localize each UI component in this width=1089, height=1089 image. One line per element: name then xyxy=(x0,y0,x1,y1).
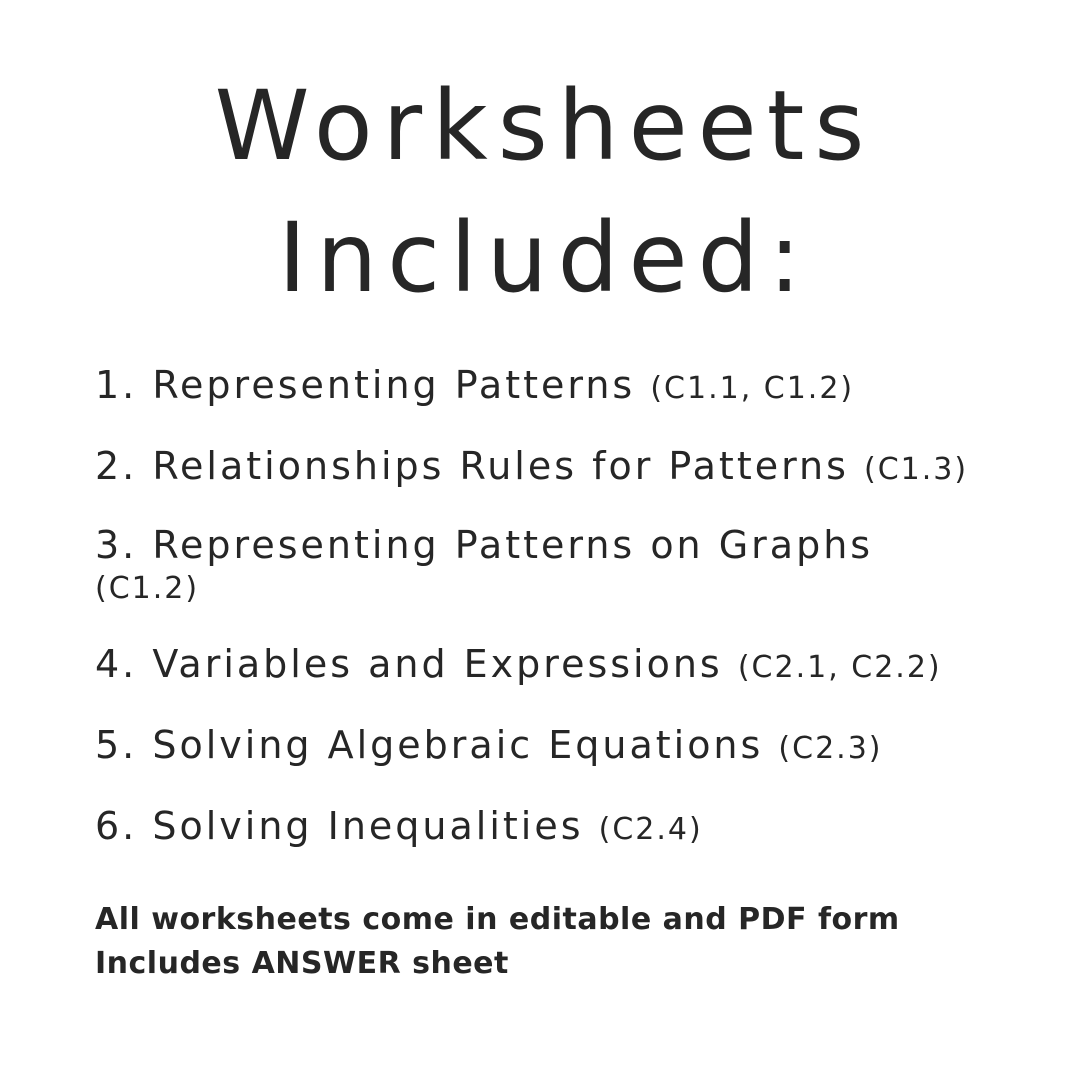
list-item xyxy=(95,723,1055,771)
list-item xyxy=(95,804,1055,852)
item-code: (C2.4) xyxy=(598,812,703,847)
item-number: 3. xyxy=(95,523,138,567)
page-title-line-2: Included: xyxy=(278,202,811,314)
item-number: 5. xyxy=(95,723,138,767)
item-code: (C2.3) xyxy=(778,731,883,766)
item-code: (C2.1, C2.2) xyxy=(737,650,942,685)
worksheet-list xyxy=(95,363,1055,885)
item-name: Solving Algebraic Equations xyxy=(152,723,764,767)
item-number: 4. xyxy=(95,642,138,686)
footer-note xyxy=(95,898,1055,986)
list-item xyxy=(95,525,1055,609)
item-code: (C1.1, C1.2) xyxy=(650,371,855,406)
answer-sheet-note: Includes ANSWER sheet xyxy=(95,946,509,981)
item-code: (C1.2) xyxy=(95,571,200,606)
format-note: All worksheets come in editable and PDF form xyxy=(95,902,900,937)
page-title-line-1: Worksheets xyxy=(214,70,875,182)
item-name: Representing Patterns on Graphs xyxy=(152,523,874,567)
list-item xyxy=(95,642,1055,690)
list-item xyxy=(95,444,1055,492)
item-number: 1. xyxy=(95,363,138,407)
list-item xyxy=(95,363,1055,411)
item-number: 2. xyxy=(95,444,138,488)
item-code: (C1.3) xyxy=(864,452,969,487)
item-name: Representing Patterns xyxy=(152,363,636,407)
item-name: Relationships Rules for Patterns xyxy=(152,444,849,488)
item-number: 6. xyxy=(95,804,138,848)
item-name: Variables and Expressions xyxy=(152,642,723,686)
item-name: Solving Inequalities xyxy=(152,804,584,848)
